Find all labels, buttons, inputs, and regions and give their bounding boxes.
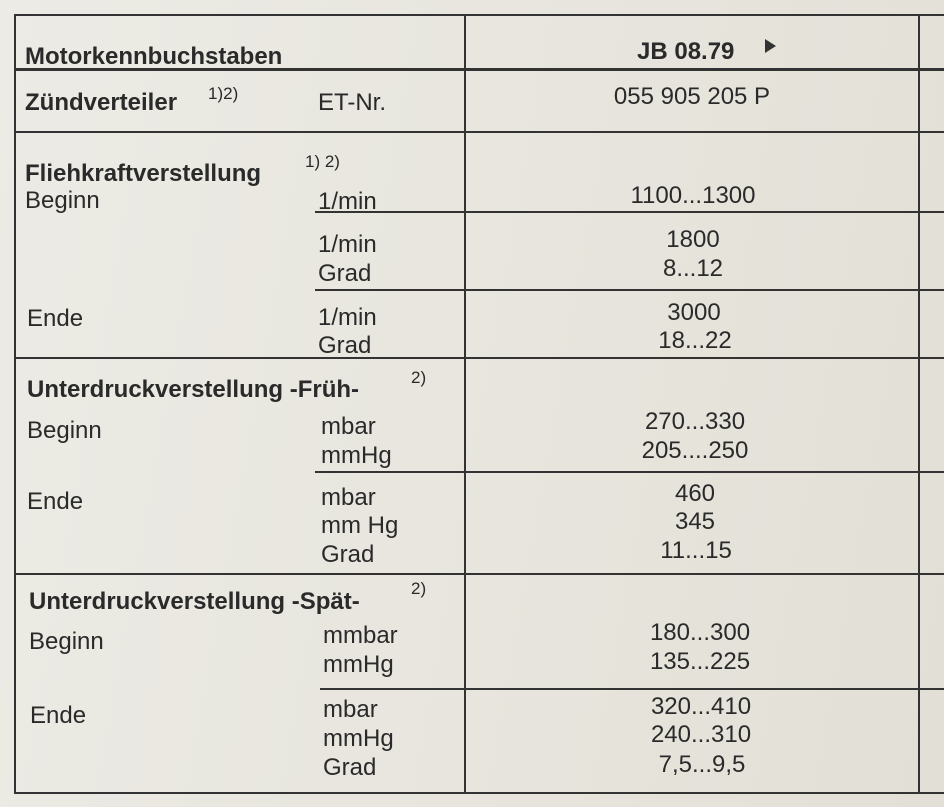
fliehkraft-mid-unit-1: 1/min (318, 231, 377, 258)
frueh-beginn-value-1: 270...330 (644, 408, 746, 435)
table-border-bottom (14, 792, 944, 794)
frueh-beginn-unit-2: mmHg (321, 442, 392, 469)
fliehkraft-mid-value-2: 8...12 (662, 255, 724, 282)
fliehkraft-mid-value-1: 1800 (666, 226, 720, 253)
row-divider (14, 131, 944, 133)
spaet-ende-value-1: 320...410 (650, 693, 752, 720)
row-divider (14, 357, 944, 359)
row-divider (14, 573, 944, 575)
frueh-title: Unterdruckverstellung -Früh- (27, 376, 360, 403)
fliehkraft-beginn-unit: 1/min (318, 188, 377, 215)
subrow-divider (315, 471, 944, 473)
fliehkraft-ende-value-1: 3000 (667, 299, 721, 326)
spaet-beginn-value-2: 135...225 (649, 648, 751, 675)
frueh-ende-value-3: 11...15 (660, 537, 732, 564)
spaet-beginn-unit-2: mmHg (323, 651, 394, 678)
spaet-beginn-unit-1: mmbar (323, 622, 398, 649)
fliehkraft-ende-value-2: 18...22 (658, 327, 732, 354)
frueh-ende-unit-2: mm Hg (321, 512, 399, 539)
spaet-ende-unit-2: mmHg (323, 725, 394, 752)
fliehkraft-ende-unit-2: Grad (318, 332, 372, 359)
spaet-ende-label: Ende (30, 702, 87, 729)
frueh-ende-value-2: 345 (674, 508, 716, 535)
frueh-ende-unit-3: Grad (321, 541, 375, 568)
spaet-footnote: 2) (411, 579, 427, 598)
header-code: JB 08.79 (637, 38, 735, 65)
table-border-right (918, 14, 920, 794)
frueh-beginn-unit-1: mbar (321, 413, 376, 440)
spaet-ende-unit-3: Grad (323, 754, 377, 781)
subrow-divider (315, 211, 944, 213)
spaet-ende-unit-1: mbar (323, 696, 378, 723)
fliehkraft-beginn-value: 1100...1300 (630, 182, 756, 209)
frueh-beginn-value-2: 205....250 (641, 437, 749, 464)
fliehkraft-beginn-label: Beginn (25, 187, 100, 214)
spaet-ende-value-3: 7,5...9,5 (658, 751, 746, 778)
subrow-divider (320, 688, 944, 690)
column-divider (464, 14, 466, 794)
fliehkraft-title: Fliehkraftverstellung (25, 160, 262, 187)
fliehkraft-ende-unit-1: 1/min (318, 304, 377, 331)
zuendverteiler-unit: ET-Nr. (318, 89, 387, 116)
spaet-beginn-label: Beginn (29, 628, 104, 655)
zuendverteiler-footnote: 1)2) (208, 84, 239, 103)
frueh-ende-value-1: 460 (674, 480, 716, 507)
subrow-divider (315, 289, 944, 291)
frueh-beginn-label: Beginn (27, 417, 102, 444)
fliehkraft-mid-unit-2: Grad (318, 260, 372, 287)
table-border-top (14, 14, 944, 16)
frueh-ende-unit-1: mbar (321, 484, 376, 511)
spaet-beginn-value-1: 180...300 (649, 619, 751, 646)
table-border-left (14, 14, 16, 794)
fliehkraft-ende-label: Ende (27, 305, 84, 332)
zuendverteiler-value: 055 905 205 P (613, 83, 771, 110)
fliehkraft-footnote: 1) 2) (305, 152, 340, 171)
play-arrow-icon (765, 39, 776, 53)
frueh-footnote: 2) (411, 368, 427, 387)
spaet-title: Unterdruckverstellung -Spät- (29, 588, 360, 615)
zuendverteiler-title: Zündverteiler (25, 89, 178, 116)
spaet-ende-value-2: 240...310 (650, 721, 752, 748)
header-label: Motorkennbuchstaben (25, 43, 283, 70)
frueh-ende-label: Ende (27, 488, 84, 515)
